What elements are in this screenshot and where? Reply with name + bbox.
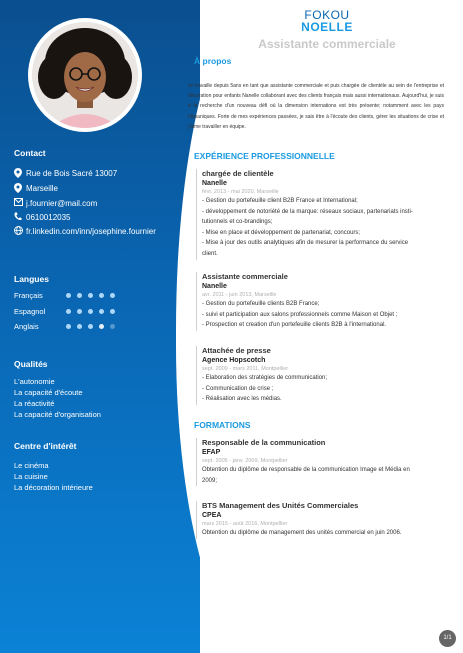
contact-linkedin[interactable] xyxy=(14,226,176,237)
job-line: - Mise à jour des outils analytiques afin de mesurer la performance du service xyxy=(202,240,409,247)
job-line: - Elaboration des stratégies de communication; xyxy=(202,375,328,381)
page-number-badge: 1/1 xyxy=(439,630,456,647)
list-item: La réactivité xyxy=(14,399,55,408)
education-line: 2009; xyxy=(202,477,218,484)
job-role: Assistante commerciale xyxy=(202,272,288,281)
interests-list xyxy=(14,460,93,493)
about-heading: À propos xyxy=(194,56,232,66)
list-item: L'autonomie xyxy=(14,377,55,386)
city-text: Marseille xyxy=(26,184,59,193)
list-item: La capacité d'organisation xyxy=(14,410,101,419)
education-entry xyxy=(196,438,456,486)
qualities-heading: Qualités xyxy=(14,359,48,369)
first-name: FOKOU xyxy=(304,8,350,22)
list-item: La cuisine xyxy=(14,472,48,481)
list-item: La capacité d'écoute xyxy=(14,388,83,397)
level-dot xyxy=(99,293,104,298)
contact-heading: Contact xyxy=(14,148,46,158)
about-text: Je travaille depuis 5ans en tant que assistante commerciale et puis chargée de clientèle au sein de l'entreprise et décoration pour enfants Nanelle collaborant avec des clients français mais aussi internationaux. Aujourd'hui, je suis à la recherche d'un nouveau défi où la dimension internations est très présente; notamment avec les pays hispaniques. Forte de mes expériences passées, je sais être à l'écoute des clients, gérer les situations de crise et j'aime travailler en équipe. xyxy=(188,83,444,130)
qualities-list xyxy=(14,376,101,420)
experience-heading: EXPÉRIENCE PROFESSIONNELLE xyxy=(194,151,335,161)
phone-text[interactable]: 0610012035 xyxy=(26,213,71,222)
experience-entry xyxy=(196,272,456,331)
location-pin-icon xyxy=(14,183,26,194)
location-pin-icon xyxy=(14,168,26,179)
email-text[interactable]: j.fournier@mail.com xyxy=(26,199,98,208)
education-entry xyxy=(196,501,456,539)
level-dot xyxy=(88,309,93,314)
contact-phone[interactable] xyxy=(14,212,176,223)
avatar xyxy=(28,18,142,132)
language-level-dots xyxy=(66,309,115,314)
profile-photo xyxy=(32,22,138,128)
school-name: CPEA xyxy=(202,512,222,519)
language-name: Espagnol xyxy=(14,307,46,316)
level-dot xyxy=(77,293,82,298)
list-item: Le cinéma xyxy=(14,461,49,470)
education-dates: mars 2015 - août 2016, Montpellier xyxy=(202,521,288,527)
language-level-dots xyxy=(66,324,115,329)
education-line: Obtention du diplôme de management des unités commercial en juin 2006. xyxy=(202,530,402,536)
level-dot xyxy=(66,309,71,314)
job-line: tutionnels et co-brandings; xyxy=(202,219,273,226)
language-level-dots xyxy=(66,293,115,298)
level-dot xyxy=(99,324,104,329)
job-line: client. xyxy=(202,250,218,257)
level-dot xyxy=(66,324,71,329)
last-name: NOELLE xyxy=(301,20,353,34)
level-dot xyxy=(88,324,93,329)
job-line: - Gestion du portefeuille client B2B France et International; xyxy=(202,198,358,204)
job-role: Attachée de presse xyxy=(202,346,271,355)
degree-title: BTS Management des Unités Commerciales xyxy=(202,501,359,510)
level-dot xyxy=(110,309,115,314)
job-company: Agence Hopscotch xyxy=(202,357,266,364)
experience-entry xyxy=(196,346,456,405)
degree-title: Responsable de la communication xyxy=(202,438,326,447)
education-line: Obtention du diplôme de responsable de la communication Image et Média en xyxy=(202,467,410,473)
job-line: - Gestion du portefeuille clients B2B France; xyxy=(202,301,320,307)
education-heading: FORMATIONS xyxy=(194,420,251,430)
language-row xyxy=(14,322,134,332)
interests-heading: Centre d'intérêt xyxy=(14,441,77,451)
phone-icon xyxy=(14,212,26,223)
job-title: Assistante commerciale xyxy=(258,37,396,51)
job-dates: févr. 2013 - mai 2020, Marseille xyxy=(202,189,279,195)
job-line: - Réalisation avec les médias. xyxy=(202,396,282,403)
contact-address xyxy=(14,168,176,179)
school-name: EFAP xyxy=(202,449,221,456)
job-line: - Mise en place et développement de partenariat, concours; xyxy=(202,229,361,236)
contact-city xyxy=(14,183,176,194)
experience-entry xyxy=(196,169,456,260)
list-item: La décoration intérieure xyxy=(14,483,93,492)
globe-icon xyxy=(14,226,26,237)
language-row xyxy=(14,307,134,317)
address-text: Rue de Bois Sacré 13007 xyxy=(26,169,118,178)
envelope-icon xyxy=(14,198,26,209)
level-dot xyxy=(99,309,104,314)
job-line: - Communication de crise ; xyxy=(202,385,274,392)
job-dates: sept. 2009 - mars 2011, Montpellier xyxy=(202,366,289,372)
job-role: chargée de clientèle xyxy=(202,169,274,178)
level-dot xyxy=(110,324,115,329)
linkedin-text[interactable]: fr.linkedin.com/inn/josephine.fournier xyxy=(26,227,156,236)
level-dot xyxy=(77,324,82,329)
level-dot xyxy=(88,293,93,298)
job-line: - suivi et participation aux salons professionnels comme Maison et Objet ; xyxy=(202,311,398,318)
language-name: Anglais xyxy=(14,322,39,331)
language-name: Français xyxy=(14,291,43,300)
contact-email[interactable] xyxy=(14,198,176,209)
job-dates: avr. 2011 - juin 2013, Marseille xyxy=(202,292,277,298)
level-dot xyxy=(66,293,71,298)
languages-heading: Langues xyxy=(14,274,49,284)
job-company: Nanelle xyxy=(202,180,227,187)
level-dot xyxy=(77,309,82,314)
job-line: - développement de notoriété de la marque: réseaux sociaux, partenariats insti- xyxy=(202,208,413,215)
level-dot xyxy=(110,293,115,298)
job-line: - Prospection et creation d'un portefeuille clients B2B à l'international. xyxy=(202,322,387,329)
job-company: Nanelle xyxy=(202,283,227,290)
education-dates: sept. 2005 - janv. 2009, Montpellier xyxy=(202,458,288,464)
language-row xyxy=(14,291,134,301)
